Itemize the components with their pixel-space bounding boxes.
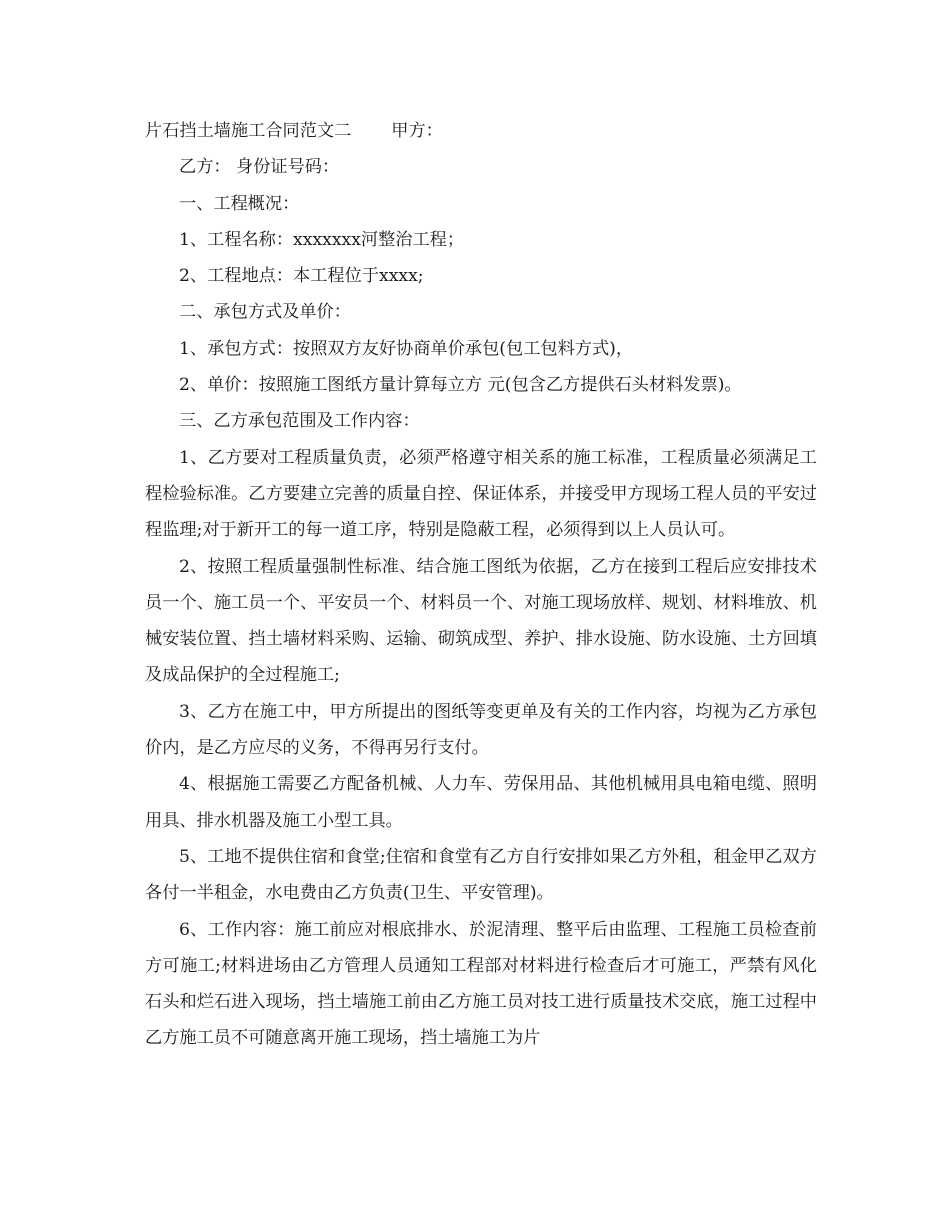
unit-price-item: 2、单价：按照施工图纸方量计算每立方 元(包含乙方提供石头材料发票)。 [179,375,742,396]
section-2-heading: 二、承包方式及单价： [179,302,351,323]
document-title: 片石挡土墙施工合同范文二 [145,121,352,141]
scope-paragraph-2: 2、按照工程质量强制性标准、结合施工图纸为依据，乙方在接到工程后应安排技术员一个、施工员一个、平安员一个、材料员一个、对施工现场放样、规划、材料堆放、机械安装位置、挡土墙材料采购、运输、砌筑成型、养护、排水设施、防水设施、土方回填及成品保护的全过程施工; [145,556,817,686]
contract-method-item: 1、承包方式：按照双方友好协商单价承包(包工包料方式)， [179,338,634,359]
project-location-item: 2、工程地点：本工程位于xxxx; [179,266,424,287]
section-1-heading: 一、工程概况： [179,193,300,214]
project-name-item: 1、工程名称：xxxxxxx河整治工程； [179,229,465,250]
scope-paragraph-6: 6、工作内容：施工前应对根底排水、於泥清理、整平后由监理、工程施工员检查前方可施工;材料进场由乙方管理人员通知工程部对材料进行检查后才可施工，严禁有风化石头和烂石进入现场，挡土墙施工前由乙方施工员对技工进行质量技术交底，施工过程中乙方施工员不可随意离开施工现场，挡土墙施工为片 [145,919,817,1049]
party-a-label: 甲方： [391,121,443,141]
document-body [145,113,817,1057]
title-line [145,113,817,149]
section-3-heading: 三、乙方承包范围及工作内容： [179,411,420,432]
party-b-line: 乙方： 身份证号码： [179,157,340,178]
scope-paragraph-4: 4、根据施工需要乙方配备机械、人力车、劳保用品、其他机械用具电箱电缆、照明用具、排水机器及施工小型工具。 [145,774,817,831]
scope-paragraph-3: 3、乙方在施工中，甲方所提出的图纸等变更单及有关的工作内容，均视为乙方承包价内，是乙方应尽的义务，不得再另行支付。 [145,701,817,759]
scope-paragraph-5: 5、工地不提供住宿和食堂;住宿和食堂有乙方自行安排如果乙方外租，租金甲乙双方各付一半租金，水电费由乙方负责(卫生、平安管理)。 [145,846,817,904]
scope-paragraph-1: 1、乙方要对工程质量负责，必须严格遵守相关系的施工标准，工程质量必须满足工程检验标准。乙方要建立完善的质量自控、保证体系，并接受甲方现场工程人员的平安过程监理;对于新开工的每一道工序，特别是隐蔽工程，必须得到以上人员认可。 [145,447,817,541]
